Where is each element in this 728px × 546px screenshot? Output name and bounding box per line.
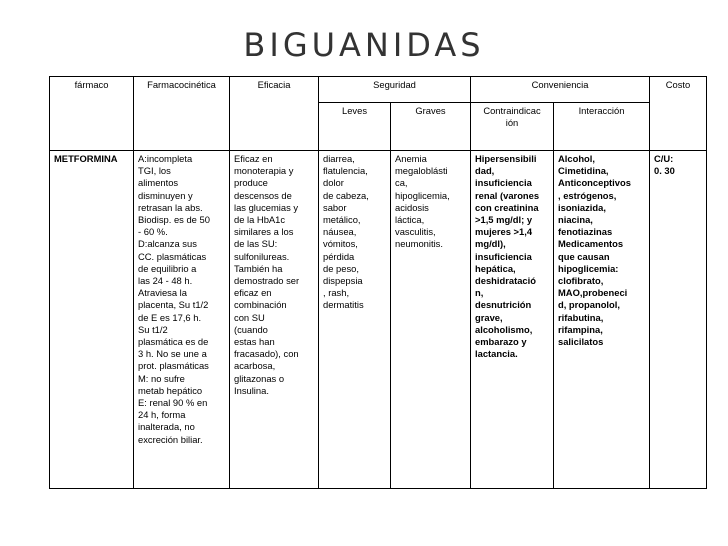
cell-line: dad, [475, 165, 495, 177]
cell-line: plasmática es de [138, 336, 209, 348]
cell-line: (cuando [234, 323, 268, 335]
cell-line: Su t1/2 [138, 323, 168, 335]
cell-costo [650, 151, 707, 489]
cell-line: sulfonilureas. [234, 250, 290, 262]
cell-line: diarrea, [323, 153, 355, 164]
cell-line: con SU [234, 311, 265, 323]
cell-leves [319, 151, 391, 489]
cell-line: insuficiencia [475, 177, 532, 189]
cell-line: similares a los [234, 226, 294, 238]
cell-line: metálico, [323, 214, 361, 226]
cell-line: A:incompleta [138, 153, 193, 164]
cell-line: embarazo y [475, 336, 527, 348]
cell-line: eficaz en [234, 287, 272, 299]
cell-line: MAO,probeneci [558, 287, 628, 299]
header-eficacia: Eficacia [230, 77, 319, 151]
cell-line: Anemia [395, 153, 427, 164]
cell-line: con creatinina [475, 201, 539, 213]
cell-line: hipoglicemia: [558, 262, 619, 274]
page-title: BIGUANIDAS [243, 26, 485, 64]
cell-line: vómitos, [323, 238, 358, 250]
cell-line: hepática, [475, 262, 516, 274]
cell-line: TGI, los [138, 165, 171, 177]
cell-line: retrasan la abs. [138, 201, 203, 213]
cell-line: Eficaz en [234, 153, 273, 164]
cell-line: disminuyen y [138, 189, 193, 201]
cell-line: metab hepático [138, 384, 203, 396]
cell-line: n, [475, 287, 484, 299]
cell-line: dolor [323, 177, 344, 189]
cell-line: descensos de [234, 189, 292, 201]
cell-line: acarbosa, [234, 360, 276, 372]
cell-line: insuficiencia [475, 250, 532, 262]
cell-line: las 24 - 48 h. [138, 275, 193, 287]
cell-line: de las SU: [234, 238, 278, 250]
cell-line: lactancia. [475, 348, 518, 360]
cell-line: deshidratació [475, 275, 536, 287]
cell-line: , estrógenos, [558, 189, 617, 201]
cell-line: de peso, [323, 262, 359, 274]
header-farmaco: fármaco [50, 77, 134, 151]
cell-line: grave, [475, 311, 503, 323]
cell-interaccion [554, 151, 650, 489]
cell-line: M: no sufre [138, 372, 185, 384]
cell-line: rifampina, [558, 323, 603, 335]
cell-line: de equilibrio a [138, 262, 197, 274]
cell-line: niacina, [558, 214, 593, 226]
cell-line: Medicamentos [558, 238, 624, 250]
cell-line: de E es 17,6 h. [138, 311, 202, 323]
cell-line: d, propanolol, [558, 299, 620, 311]
cell-line: acidosis [395, 201, 429, 213]
drug-comparison-table [49, 76, 707, 489]
header-contraindicacion [471, 103, 554, 151]
header-leves: Leves [319, 103, 391, 151]
cell-line: E: renal 90 % en [138, 397, 208, 409]
cell-line: megaloblásti [395, 165, 448, 177]
cell-line: náusea, [323, 226, 357, 238]
cell-line: las glucemias y [234, 201, 299, 213]
header-contraindicacion-line: Contraindicac [483, 105, 541, 116]
cell-line: ca, [395, 177, 408, 189]
cell-eficacia [230, 151, 319, 489]
cell-line: CC. plasmáticas [138, 250, 207, 262]
cell-line: Atraviesa la [138, 287, 187, 299]
cell-line: estas han [234, 336, 275, 348]
header-contraindicacion-line: ión [505, 117, 519, 129]
cell-line: pérdida [323, 250, 355, 262]
cell-line: alimentos [138, 177, 179, 189]
drug-name: METFORMINA [50, 151, 134, 489]
cell-line: inalterada, no [138, 421, 195, 433]
cell-line: Cimetidina, [558, 165, 609, 177]
cell-line: hipoglicemia, [395, 189, 450, 201]
cell-line: Hipersensibili [475, 153, 537, 164]
cell-line: También ha [234, 262, 283, 274]
cell-line: flatulencia, [323, 165, 368, 177]
cell-line: glitazonas o [234, 372, 285, 384]
cell-line: C/U: [654, 153, 674, 164]
cell-line: alcoholismo, [475, 323, 533, 335]
header-farmacocinetica: Farmacocinética [134, 77, 230, 151]
cell-line: láctica, [395, 214, 425, 226]
cell-line: Alcohol, [558, 153, 595, 164]
cell-line: mujeres >1,4 [475, 226, 533, 238]
cell-line: produce [234, 177, 268, 189]
cell-line: salicilatos [558, 336, 604, 348]
cell-line: fenotiazinas [558, 226, 613, 238]
cell-farmacocinetica [134, 151, 230, 489]
cell-line: isoniazida, [558, 201, 606, 213]
cell-line: - 60 %. [138, 226, 168, 238]
cell-line: sabor [323, 201, 347, 213]
cell-line: dermatitis [323, 299, 364, 311]
cell-line: mg/dl), [475, 238, 506, 250]
cell-contraindicacion [471, 151, 554, 489]
cell-line: clofibrato, [558, 275, 604, 287]
header-interaccion: Interacción [554, 103, 650, 151]
cell-line: Insulina. [234, 384, 269, 396]
cell-line: excreción biliar. [138, 433, 203, 445]
cell-line: de cabeza, [323, 189, 369, 201]
cell-line: 3 h. No se une a [138, 348, 207, 360]
cell-graves [391, 151, 471, 489]
cell-line: Biodisp. es de 50 [138, 214, 210, 226]
header-conveniencia: Conveniencia [471, 77, 650, 103]
cell-line: dispepsia [323, 275, 363, 287]
cell-line: Anticonceptivos [558, 177, 631, 189]
cell-line: renal (varones [475, 189, 540, 201]
cell-line: , rash, [323, 287, 350, 299]
cell-line: combinación [234, 299, 287, 311]
cell-line: demostrado ser [234, 275, 300, 287]
header-seguridad: Seguridad [319, 77, 471, 103]
cell-line: fracasado), con [234, 348, 299, 360]
cell-line: placenta, Su t1/2 [138, 299, 209, 311]
cell-line: prot. plasmáticas [138, 360, 209, 372]
cell-line: 24 h, forma [138, 409, 186, 421]
cell-line: D:alcanza sus [138, 238, 197, 250]
cell-line: que causan [558, 250, 610, 262]
cell-line: >1,5 mg/dl; y [475, 214, 533, 226]
cell-line: monoterapia y [234, 165, 294, 177]
cell-line: desnutrición [475, 299, 532, 311]
cell-line: vasculitis, [395, 226, 436, 238]
cell-line: de la HbA1c [234, 214, 286, 226]
cell-line: 0. 30 [654, 165, 675, 177]
cell-line: neumonitis. [395, 238, 443, 250]
cell-line: rifabutina, [558, 311, 604, 323]
header-costo: Costo [650, 77, 707, 151]
header-graves: Graves [391, 103, 471, 151]
